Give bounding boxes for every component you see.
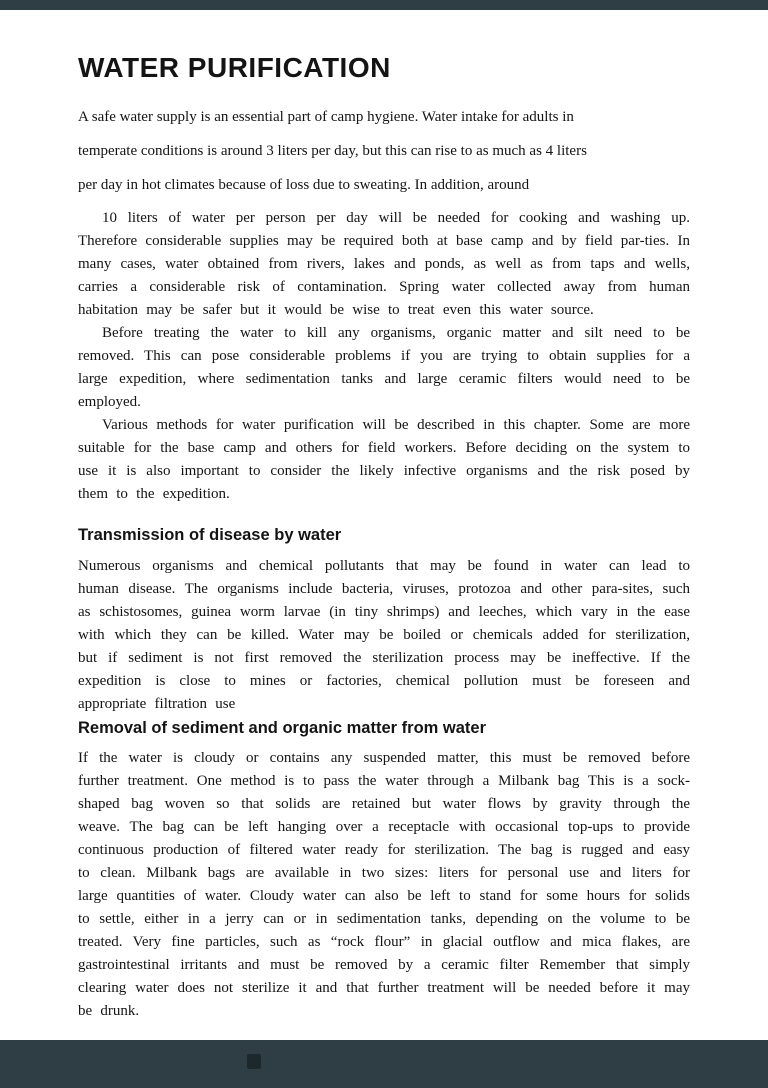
section-paragraph-transmission: Numerous organisms and chemical pollutants that may be found in water can lead to human disease. The organisms include bacteria, viruses, protozoa and other para-sites, such as schistosomes, guinea worm larvae (in tiny shrimps) and leeches, which vary in the ease with which they can be killed. Water may be boiled or chemicals added for sterilization, but if sediment is not first removed the sterilization process may be ineffective. If the expedition is close to mines or factories, chemical pollution must be foreseen and appropriate filtration use [78, 558, 690, 712]
section-paragraph-removal: If the water is cloudy or contains any suspended matter, this must be removed before further treatment. One method is to pass the water through a Milbank bag This is a sock-shaped bag woven so that solids are retained but water flows by gravity through the weave. The bag can be left hanging over a receptacle with occasional top-ups to provide continuous production of filtered water ready for sterilization. The bag is rugged and easy to clean. Milbank bags are available in two sizes: liters for personal use and liters for large quantities of water. Cloudy water can also be left to stand for some hours for solids to settle, either in a jerry can or in sedimentation tanks, depending on the volume to be treated. Very fine particles, such as “rock flour” in glacial outflow and mica flakes, are gastrointestinal irritants and must be removed by a ceramic filter Remember that simply clearing water does not sterilize it and that further treatment will be needed before it may be drunk. [78, 750, 690, 1019]
intro-line-3: per day in hot climates because of loss due to sweating. In addition, around [78, 177, 530, 193]
intro-line-2: temperate conditions is around 3 liters per day, but this can rise to as much as 4 liters [78, 143, 587, 159]
footer-logo [247, 1054, 261, 1069]
page-title: WATER PURIFICATION [78, 52, 391, 83]
body-paragraph-2: Before treating the water to kill any organisms, organic matter and silt need to be removed. This can pose considerable problems if you are trying to obtain supplies for a large expedition, where sedimentation tanks and large ceramic filters would need to be employed. [78, 325, 690, 410]
section-heading-transmission: Transmission of disease by water [78, 526, 342, 544]
intro-line-1: A safe water supply is an essential part of camp hygiene. Water intake for adults in [78, 109, 574, 125]
viewer-top-bar [0, 0, 768, 10]
viewer-bottom-bar [0, 1040, 768, 1088]
body-paragraph-1: 10 liters of water per person per day will be needed for cooking and washing up. Therefore considerable supplies may be required both at base camp and by field par-ties. In many cases, water obtained from rivers, lakes and ponds, as well as from taps and wells, carries a considerable risk of contamination. Spring water collected away from human habitation may be safer but it would be wise to treat even this water source. [78, 210, 690, 318]
section-heading-removal: Removal of sediment and organic matter from water [78, 719, 487, 737]
document-page [0, 10, 768, 1040]
body-paragraph-3: Various methods for water purification will be described in this chapter. Some are more suitable for the base camp and others for field workers. Before deciding on the system to use it is also important to consider the likely infective organisms and the risk posed by them to the expedition. [78, 417, 690, 502]
